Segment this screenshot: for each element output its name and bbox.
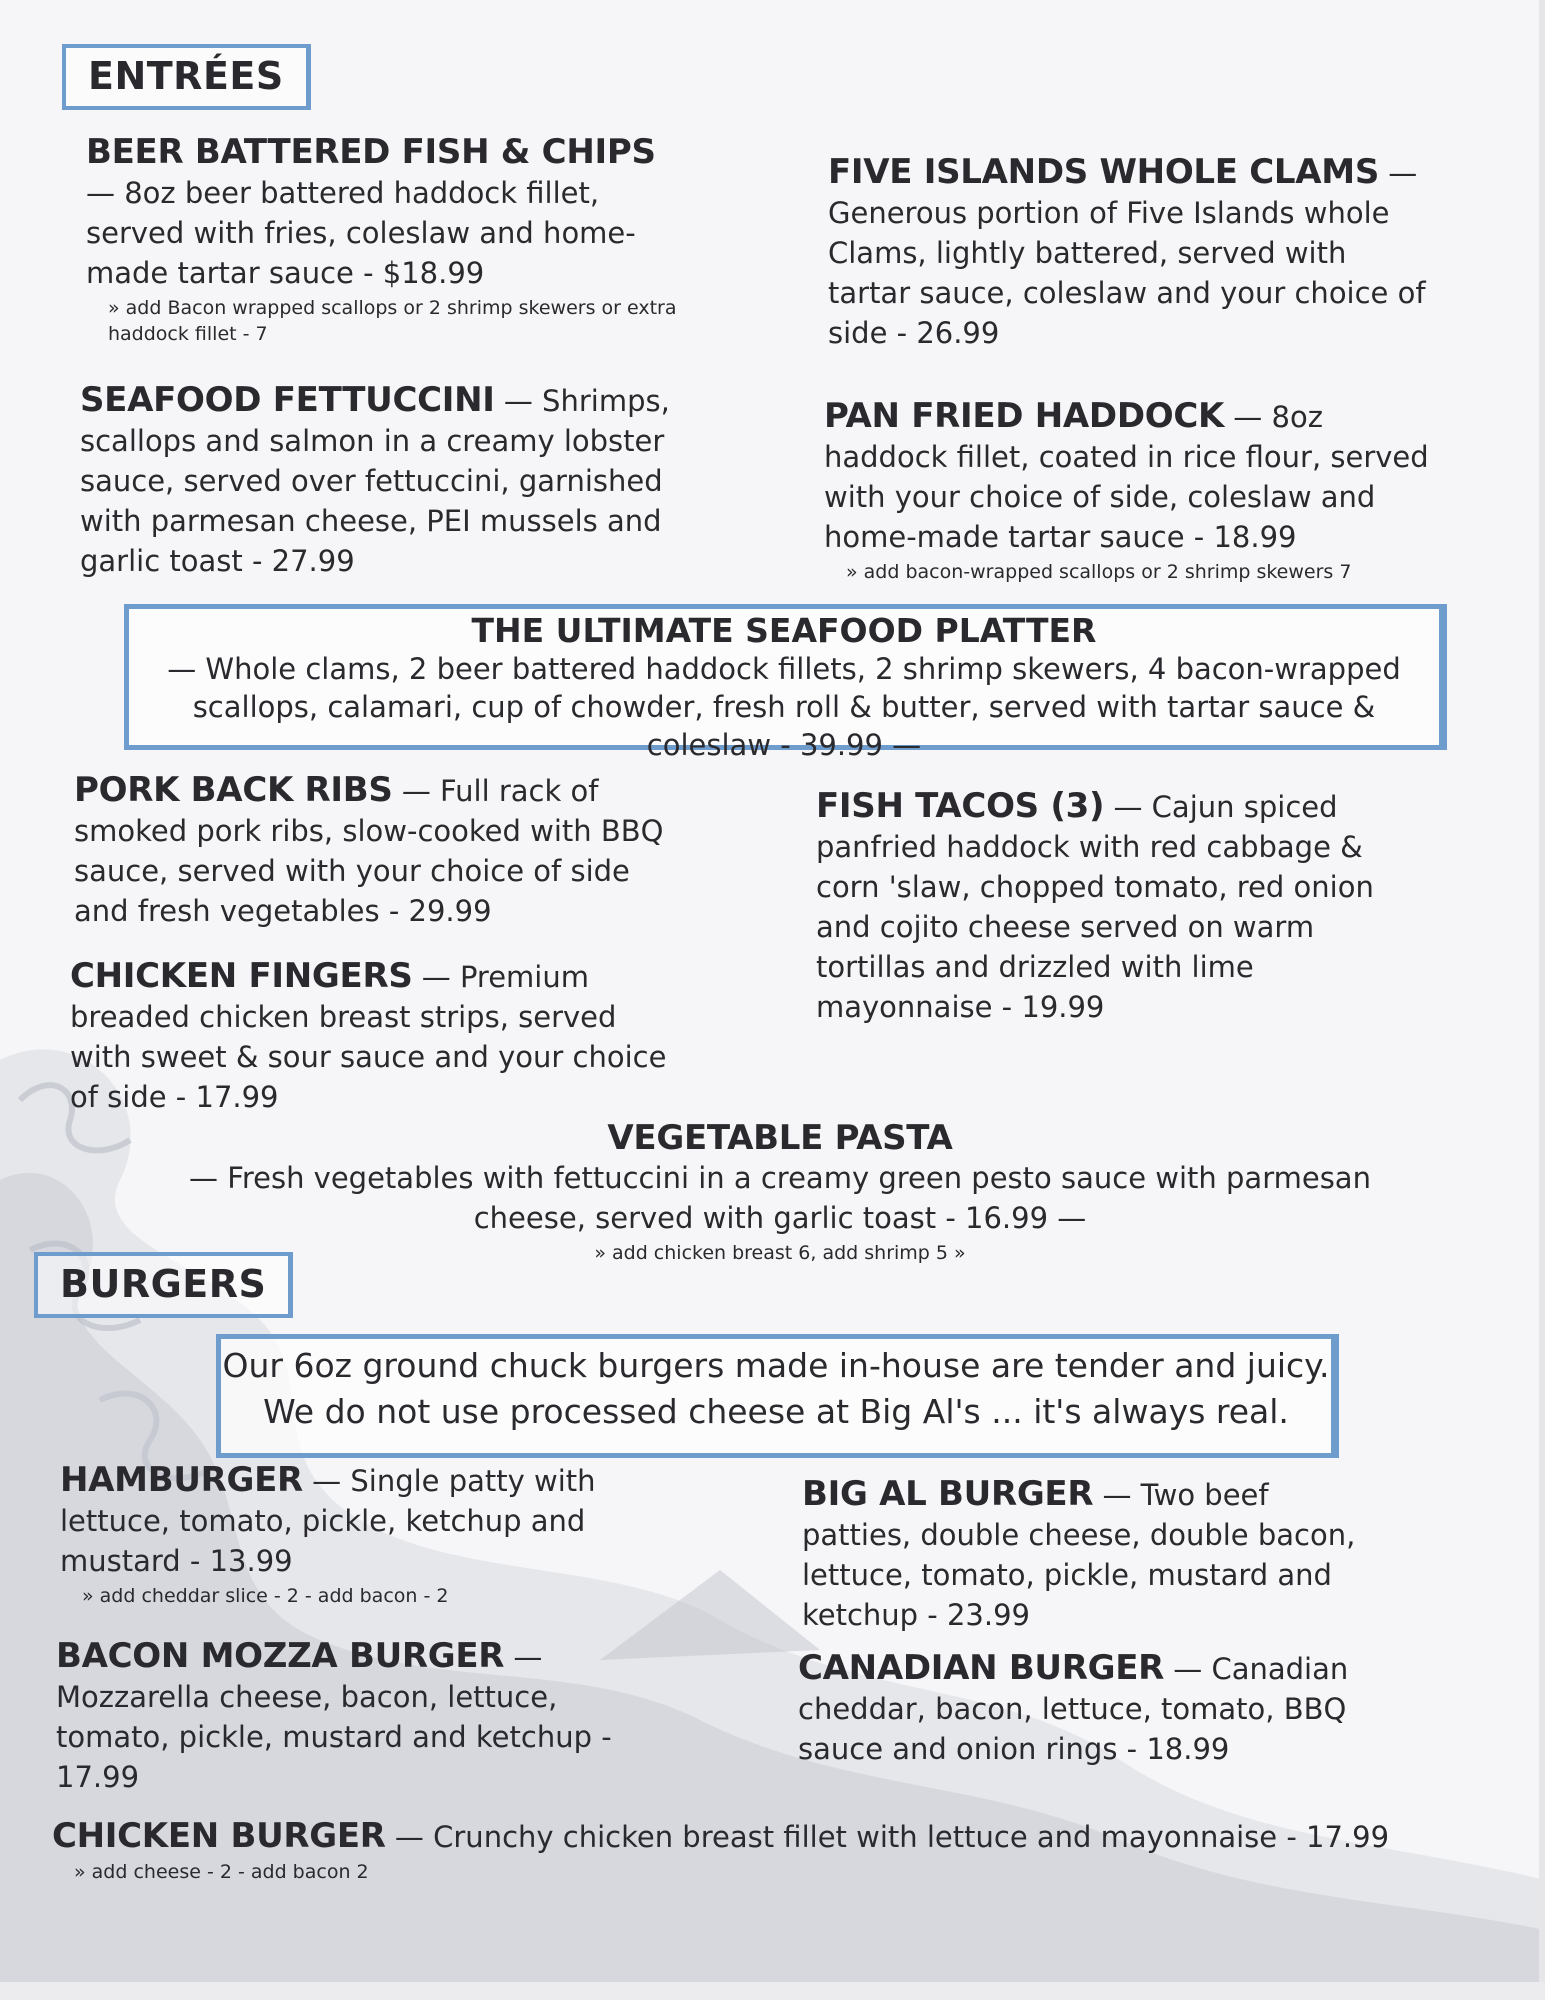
- item-name: FIVE ISLANDS WHOLE CLAMS: [828, 152, 1380, 192]
- menu-item-bacon-mozza-burger: [56, 1636, 616, 1797]
- burgers-note-line-2: We do not use processed cheese at Big Al's ... it's always real.: [263, 1392, 1289, 1431]
- item-name: BIG AL BURGER: [802, 1474, 1094, 1514]
- item-addon: » add chicken breast 6, add shrimp 5 »: [594, 1242, 966, 1264]
- scan-bottom-edge: [0, 1982, 1545, 2000]
- item-desc: — Canadian cheddar, bacon, lettuce, tomato, BBQ sauce and onion rings - 18.99: [798, 1652, 1349, 1766]
- menu-item-big-al-burger: [802, 1474, 1362, 1635]
- burgers-label: BURGERS: [34, 1252, 293, 1318]
- item-desc: — Cajun spiced panfried haddock with red cabbage & corn 'slaw, chopped tomato, red onion and cojito cheese served on warm tortillas and drizzled with lime mayonnaise - 19.99: [816, 790, 1374, 1024]
- item-name: PORK BACK RIBS: [74, 770, 393, 810]
- item-desc: — Two beef patties, double cheese, double bacon, lettuce, tomato, pickle, mustard and ketchup - 23.99: [802, 1478, 1356, 1632]
- menu-item-pan-fried-haddock: [824, 396, 1434, 585]
- entrees-label: ENTRÉES: [62, 44, 311, 110]
- burgers-note-line-1: Our 6oz ground chuck burgers made in-house are tender and juicy.: [222, 1346, 1330, 1385]
- item-desc: — Shrimps, scallops and salmon in a creamy lobster sauce, served over fettuccini, garnished with parmesan cheese, PEI mussels and garlic toast - 27.99: [80, 384, 670, 578]
- item-addon: » add cheddar slice - 2 - add bacon - 2: [82, 1585, 449, 1607]
- menu-item-hamburger: [60, 1460, 620, 1609]
- burgers-note-box: [216, 1334, 1339, 1458]
- item-desc: — Fresh vegetables with fettuccini in a creamy green pesto sauce with parmesan cheese, served with garlic toast - 16.99 —: [189, 1161, 1371, 1235]
- menu-item-five-islands-clams: [828, 152, 1428, 353]
- menu-item-chicken-fingers: [70, 956, 680, 1117]
- platter-title: THE ULTIMATE SEAFOOD PLATTER: [471, 611, 1097, 650]
- item-desc: — Single patty with lettuce, tomato, pickle, ketchup and mustard - 13.99: [60, 1464, 596, 1578]
- item-name: CHICKEN BURGER: [52, 1816, 386, 1856]
- item-addon: » add bacon-wrapped scallops or 2 shrimp skewers 7: [846, 561, 1352, 583]
- item-addon: » add cheese - 2 - add bacon 2: [74, 1861, 369, 1883]
- menu-item-pork-back-ribs: [74, 770, 684, 931]
- platter-box: [124, 604, 1447, 762]
- item-name: BEER BATTERED FISH & CHIPS: [86, 132, 656, 172]
- item-name: PAN FRIED HADDOCK: [824, 396, 1225, 436]
- menu-item-vegetable-pasta: [100, 1118, 1460, 1266]
- item-desc: — Full rack of smoked pork ribs, slow-cooked with BBQ sauce, served with your choice of side and fresh vegetables - 29.99: [74, 774, 664, 928]
- scan-edge: [1539, 0, 1545, 2000]
- menu-item-canadian-burger: [798, 1648, 1358, 1769]
- menu-item-fish-chips: [86, 132, 686, 347]
- menu-item-chicken-burger: [52, 1816, 1402, 1885]
- item-name: SEAFOOD FETTUCCINI: [80, 380, 495, 420]
- menu-item-fish-tacos: [816, 786, 1376, 1027]
- item-desc: — 8oz haddock fillet, coated in rice flour, served with your choice of side, coleslaw and home-made tartar sauce - 18.99: [824, 400, 1429, 554]
- item-desc: — Crunchy chicken breast fillet with lettuce and mayonnaise - 17.99: [394, 1820, 1390, 1854]
- item-name: FISH TACOS (3): [816, 786, 1105, 826]
- item-desc: — Mozzarella cheese, bacon, lettuce, tomato, pickle, mustard and ketchup - 17.99: [56, 1640, 612, 1794]
- item-desc: — Premium breaded chicken breast strips, served with sweet & sour sauce and your choice of side - 17.99: [70, 960, 667, 1114]
- item-name: HAMBURGER: [60, 1460, 303, 1500]
- item-desc: — 8oz beer battered haddock fillet, served with fries, coleslaw and home-made tartar sauce - $18.99: [86, 176, 636, 290]
- item-name: BACON MOZZA BURGER: [56, 1636, 505, 1676]
- item-name: VEGETABLE PASTA: [607, 1118, 953, 1158]
- platter-desc: — Whole clams, 2 beer battered haddock fillets, 2 shrimp skewers, 4 bacon-wrapped scallops, calamari, cup of chowder, fresh roll & butter, served with tartar sauce & coleslaw - 39.99 —: [167, 652, 1401, 762]
- menu-item-seafood-fettuccini: [80, 380, 670, 581]
- item-addon: » add Bacon wrapped scallops or 2 shrimp skewers or extra haddock fillet - 7: [108, 297, 677, 345]
- item-name: CANADIAN BURGER: [798, 1648, 1165, 1688]
- item-name: CHICKEN FINGERS: [70, 956, 413, 996]
- item-desc: — Generous portion of Five Islands whole Clams, lightly battered, served with tartar sauce, coleslaw and your choice of side - 26.99: [828, 156, 1426, 350]
